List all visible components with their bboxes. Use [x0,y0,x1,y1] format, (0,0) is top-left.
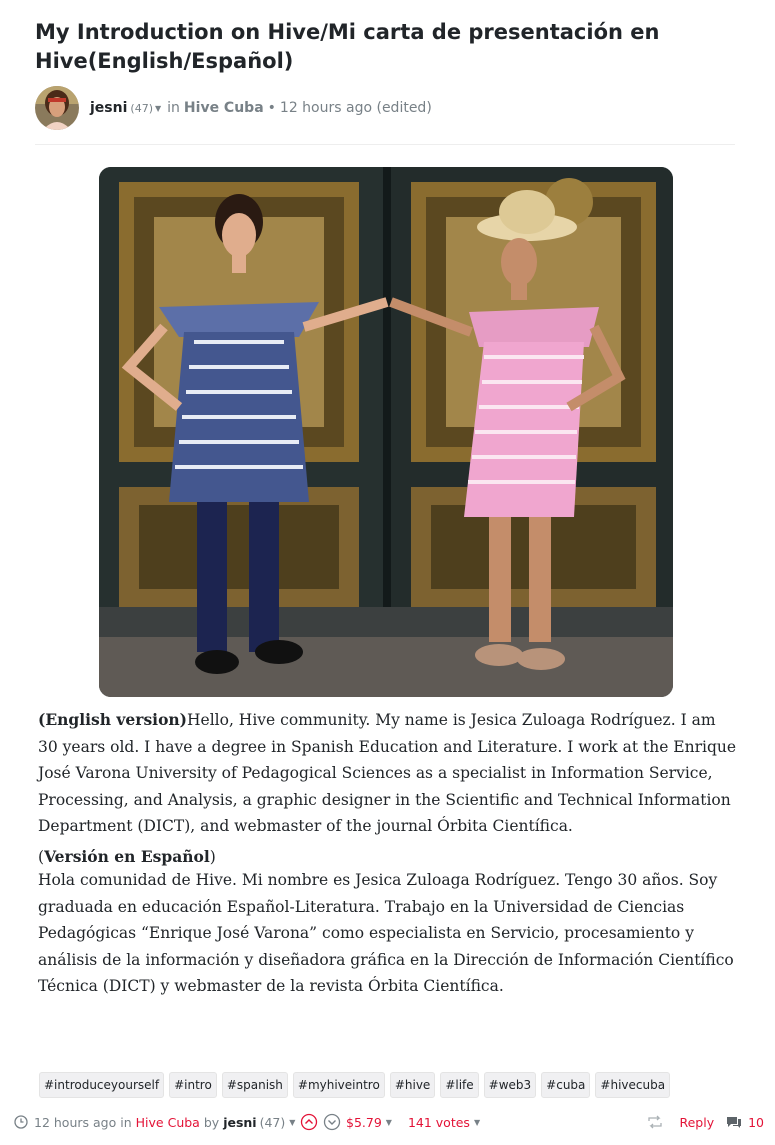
author-row [35,86,432,130]
author-reputation: (47) [130,101,153,115]
tag-list [39,1072,670,1098]
tag[interactable]: #intro [169,1072,217,1098]
voting-controls [300,1111,480,1133]
post-title: My Introduction on Hive/Mi carta de presentación en Hive(English/Español) [35,20,660,73]
in-label: in [167,100,180,116]
footer-actions [647,1111,764,1133]
chevron-down-icon[interactable]: ▼ [473,1117,481,1127]
avatar[interactable] [35,86,79,130]
chevron-down-icon[interactable]: ▼ [289,1117,296,1127]
separator: • [267,100,276,116]
community-link[interactable]: Hive Cuba [183,100,264,116]
body-spanish: Hola comunidad de Hive. Mi nombre es Jesica Zuloaga Rodríguez. Tengo 30 años. Soy graduada en educación Español-Literatura. Trabajo en la Universidad de Ciencias Pedagógicas “Enrique José Varona” como especialista en Servicio, procesamiento y análisis de la información y diseñadora gráfica en la Dirección de Información Científico Técnica (DICT) y webmaster de la revista Órbita Científica. [38,871,734,995]
post-footer [14,1111,764,1133]
spanish-open-paren: ( [38,848,45,866]
tag[interactable]: #cuba [541,1072,590,1098]
footer-community-link[interactable]: Hive Cuba [135,1114,200,1130]
tag[interactable]: #hivecuba [595,1072,670,1098]
reblog-icon[interactable] [647,1115,663,1129]
tag[interactable]: #introduceyourself [39,1072,164,1098]
footer-time[interactable]: 12 hours ago [34,1114,117,1130]
post-timestamp[interactable]: 12 hours ago (edited) [279,100,432,116]
spanish-close-paren: ) [209,848,216,866]
payout-amount[interactable]: $5.79 [346,1114,382,1130]
avatar-image [35,86,79,130]
tag[interactable]: #myhiveintro [293,1072,385,1098]
clock-icon [14,1115,28,1129]
chevron-down-icon[interactable]: ▼ [155,103,162,113]
upvote-icon[interactable] [300,1113,318,1131]
footer-author-reputation: (47) [259,1114,286,1130]
downvote-icon[interactable] [323,1113,341,1131]
comments-icon[interactable] [726,1115,742,1130]
body-english [38,707,738,840]
footer-by-label: by [203,1114,220,1130]
comments-count[interactable]: 10 [748,1114,764,1130]
divider [35,144,735,145]
chevron-down-icon[interactable]: ▼ [385,1117,392,1127]
author-name[interactable]: jesni [90,100,128,116]
tag[interactable]: #web3 [484,1072,537,1098]
tag[interactable]: #spanish [222,1072,288,1098]
photo-illustration [99,167,673,697]
spanish-version-label: Versión en Español [44,847,210,866]
reply-link[interactable]: Reply [679,1114,715,1130]
english-text: Hello, Hive community. My name is Jesica Zuloaga Rodríguez. I am 30 years old. I have a degree in Spanish Education and Literature. I work at the Enrique José Varona University of Pedagogical Sciences as a specialist in Information Service, Processing, and Analysis, a graphic designer in the Scientific and Technical Information Department (DICT), and webmaster of the journal Órbita Científica. [38,711,737,835]
footer-meta [14,1111,295,1133]
english-version-label: (English version) [38,710,188,729]
footer-in-label: in [120,1114,132,1130]
tag[interactable]: #hive [390,1072,435,1098]
footer-author-link[interactable]: jesni [223,1114,257,1130]
post-photo[interactable] [99,167,673,697]
votes-count[interactable]: 141 votes [407,1114,470,1130]
tag[interactable]: #life [440,1072,478,1098]
